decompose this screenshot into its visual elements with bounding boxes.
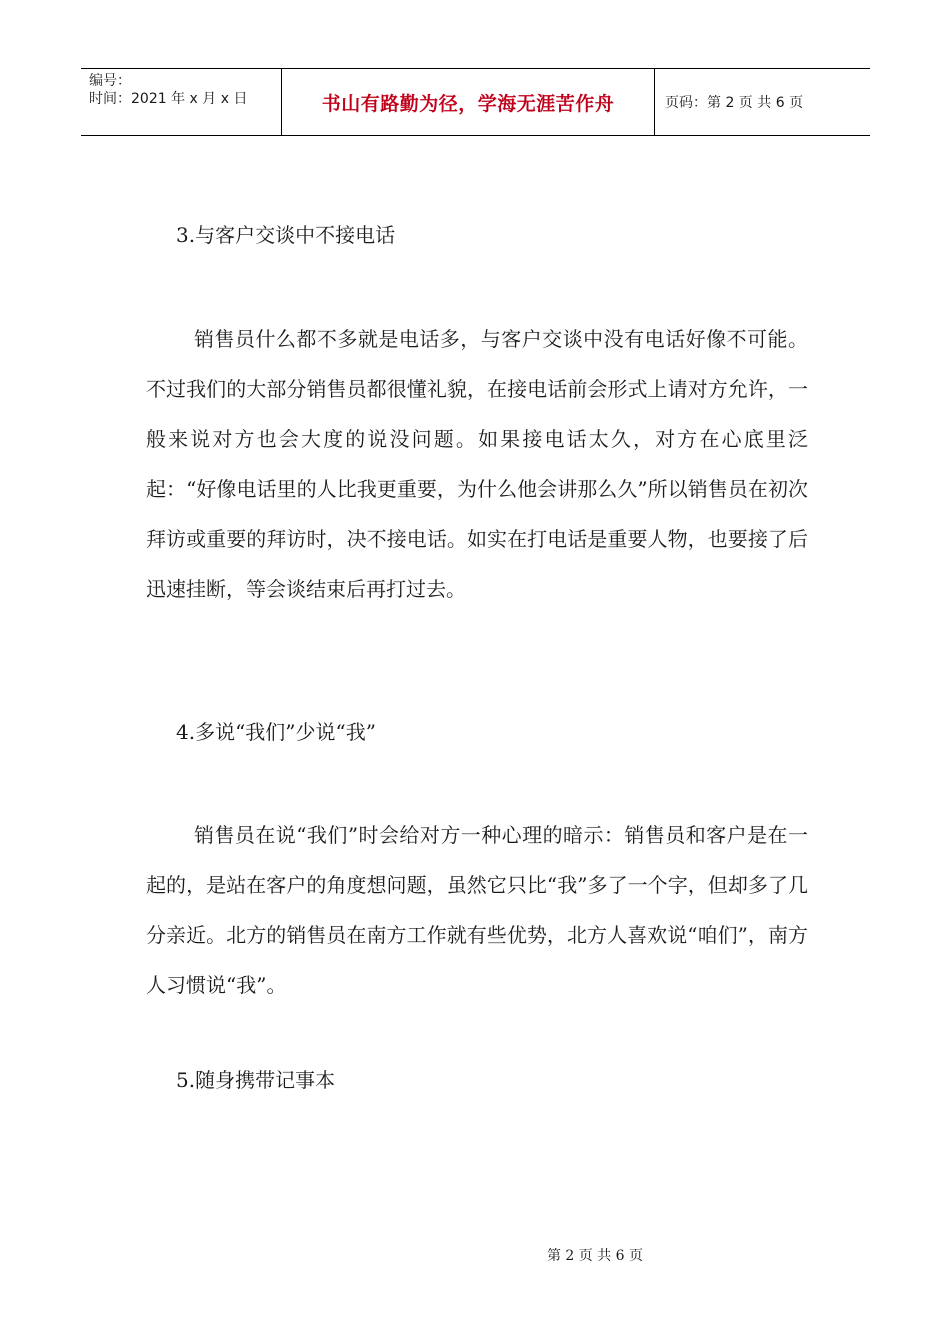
- header-meta: [81, 69, 282, 135]
- document-number-label: 编号：: [89, 73, 131, 89]
- header-page-info: 页码：第 2 页 共 6 页: [665, 95, 804, 111]
- header-motto: 书山有路勤为径，学海无涯苦作舟: [282, 69, 655, 135]
- document-date: 时间：2021 年 x 月 x 日: [89, 91, 248, 107]
- section-heading-4: 4.多说“我们”少说“我”: [176, 720, 376, 744]
- page-footer: 第 2 页 共 6 页: [546, 1248, 644, 1264]
- section-heading-5: 5.随身携带记事本: [176, 1068, 336, 1092]
- page-header: [81, 68, 870, 136]
- section-paragraph-3: 销售员什么都不多就是电话多，与客户交谈中没有电话好像不可能。不过我们的大部分销售员都很懂礼貌，在接电话前会形式上请对方允许，一般来说对方也会大度的说没问题。如果接电话太久，对方在心底里泛起：“好像电话里的人比我更重要，为什么他会讲那么久”所以销售员在初次拜访或重要的拜访时，决不接电话。如实在打电话是重要人物，也要接了后迅速挂断，等会谈结束后再打过去。: [146, 327, 808, 601]
- section-heading-3: 3.与客户交谈中不接电话: [176, 223, 396, 247]
- section-paragraph-4: 销售员在说“我们”时会给对方一种心理的暗示：销售员和客户是在一起的，是站在客户的角度想问题，虽然它只比“我”多了一个字，但却多了几分亲近。北方的销售员在南方工作就有些优势，北方人喜欢说“咱们”，南方人习惯说“我”。: [146, 823, 808, 997]
